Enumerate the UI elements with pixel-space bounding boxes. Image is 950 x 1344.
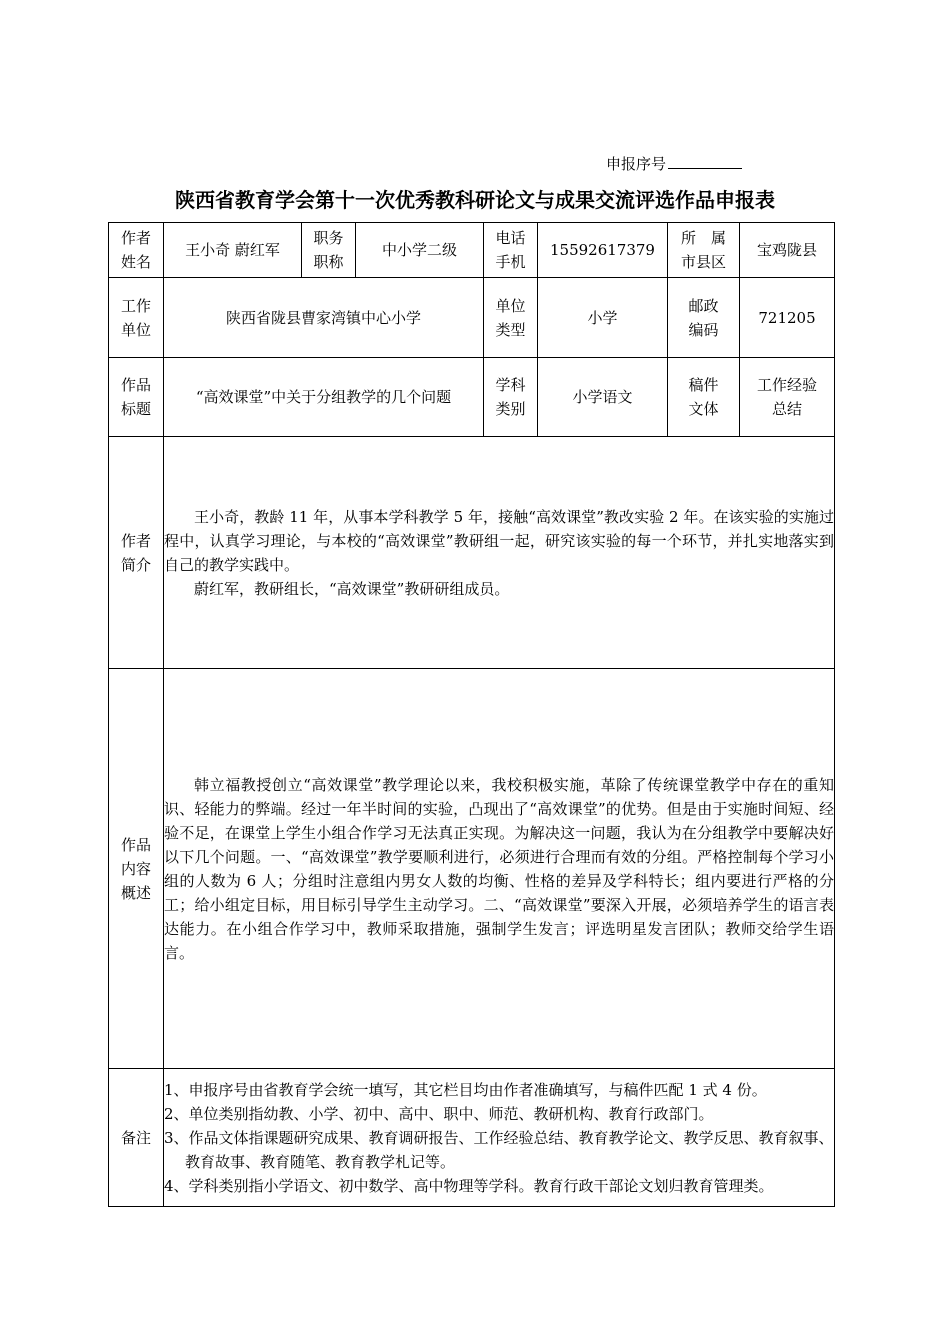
author-bio-paragraph: 蔚红军，教研组长，“高效课堂”教研研组成员。 <box>194 579 510 598</box>
work-summary-label: 作品内容概述 <box>109 669 164 1069</box>
unit-type-label: 单位类型 <box>484 278 538 358</box>
row-work-title <box>109 358 835 437</box>
position-value[interactable]: 中小学二级 <box>356 223 484 278</box>
postcode-value[interactable]: 721205 <box>740 278 835 358</box>
work-unit-label: 工作单位 <box>109 278 164 358</box>
work-unit-value[interactable]: 陕西省陇县曹家湾镇中心小学 <box>164 278 484 358</box>
work-summary-content[interactable] <box>164 669 835 1069</box>
author-name-value[interactable]: 王小奇 蔚红军 <box>164 223 302 278</box>
author-bio-content[interactable] <box>164 437 835 669</box>
author-name-label: 作者姓名 <box>109 223 164 278</box>
serial-number-field <box>606 152 742 174</box>
subject-value[interactable]: 小学语文 <box>538 358 668 437</box>
author-bio-paragraph: 王小奇，教龄 11 年，从事本学科教学 5 年，接触“高效课堂”教改实验 2 年。在该实验的实施过程中，认真学习理论，与本校的“高效课堂”教研组一起，研究该实验的每一个环节，并扎实地落实到自己的教学实践中。 <box>164 507 834 574</box>
note-item: 1、申报序号由省教育学会统一填写，其它栏目均由作者准确填写，与稿件匹配 1 式 4 份。 <box>164 1080 767 1099</box>
note-item: 4、学科类别指小学语文、初中数学、高中物理等学科。教育行政干部论文划归教育管理类。 <box>164 1176 774 1195</box>
notes-content <box>164 1069 835 1207</box>
work-title-value[interactable]: “高效课堂”中关于分组教学的几个问题 <box>164 358 484 437</box>
region-value[interactable]: 宝鸡陇县 <box>740 223 835 278</box>
unit-type-value[interactable]: 小学 <box>538 278 668 358</box>
row-author-bio <box>109 437 835 669</box>
form-title: 陕西省教育学会第十一次优秀教科研论文与成果交流评选作品申报表 <box>175 188 775 212</box>
row-work-summary <box>109 669 835 1069</box>
genre-value[interactable]: 工作经验总结 <box>740 358 835 437</box>
row-author <box>109 223 835 278</box>
note-item: 3、作品文体指课题研究成果、教育调研报告、工作经验总结、教育教学论文、教学反思、教育叙事、教育故事、教育随笔、教育教学札记等。 <box>164 1128 834 1171</box>
work-summary-paragraph: 韩立福教授创立“高效课堂”教学理论以来，我校积极实施，革除了传统课堂教学中存在的重知识、轻能力的弊端。经过一年半时间的实验，凸现出了“高效课堂”的优势。但是由于实施时间短、经验不足，在课堂上学生小组合作学习无法真正实现。为解决这一问题，我认为在分组教学中要解决好以下几个问题。一、“高效课堂”教学要顺利进行，必须进行合理而有效的分组。严格控制每个学习小组的人数为 6 人；分组时注意组内男女人数的均衡、性格的差异及学科特长；组内要进行严格的分工；给小组定目标，用目标引导学生主动学习。二、“高效课堂”要深入开展，必须培养学生的语言表达能力。在小组合作学习中，教师采取措施，强制学生发言；评选明星发言团队；教师交给学生语言。 <box>164 775 834 962</box>
position-label: 职务职称 <box>302 223 356 278</box>
serial-number-label: 申报序号 <box>606 155 667 173</box>
note-item: 2、单位类别指幼教、小学、初中、高中、职中、师范、教研机构、教育行政部门。 <box>164 1104 714 1123</box>
serial-number-blank[interactable] <box>668 152 742 169</box>
work-title-label: 作品标题 <box>109 358 164 437</box>
row-unit <box>109 278 835 358</box>
genre-label: 稿件文体 <box>668 358 740 437</box>
author-bio-label: 作者简介 <box>109 437 164 669</box>
application-form-table <box>108 222 835 1207</box>
region-label: 所 属市县区 <box>668 223 740 278</box>
phone-value[interactable]: 15592617379 <box>538 223 668 278</box>
phone-label: 电话手机 <box>484 223 538 278</box>
notes-label: 备注 <box>109 1069 164 1207</box>
postcode-label: 邮政编码 <box>668 278 740 358</box>
row-notes <box>109 1069 835 1207</box>
subject-label: 学科类别 <box>484 358 538 437</box>
